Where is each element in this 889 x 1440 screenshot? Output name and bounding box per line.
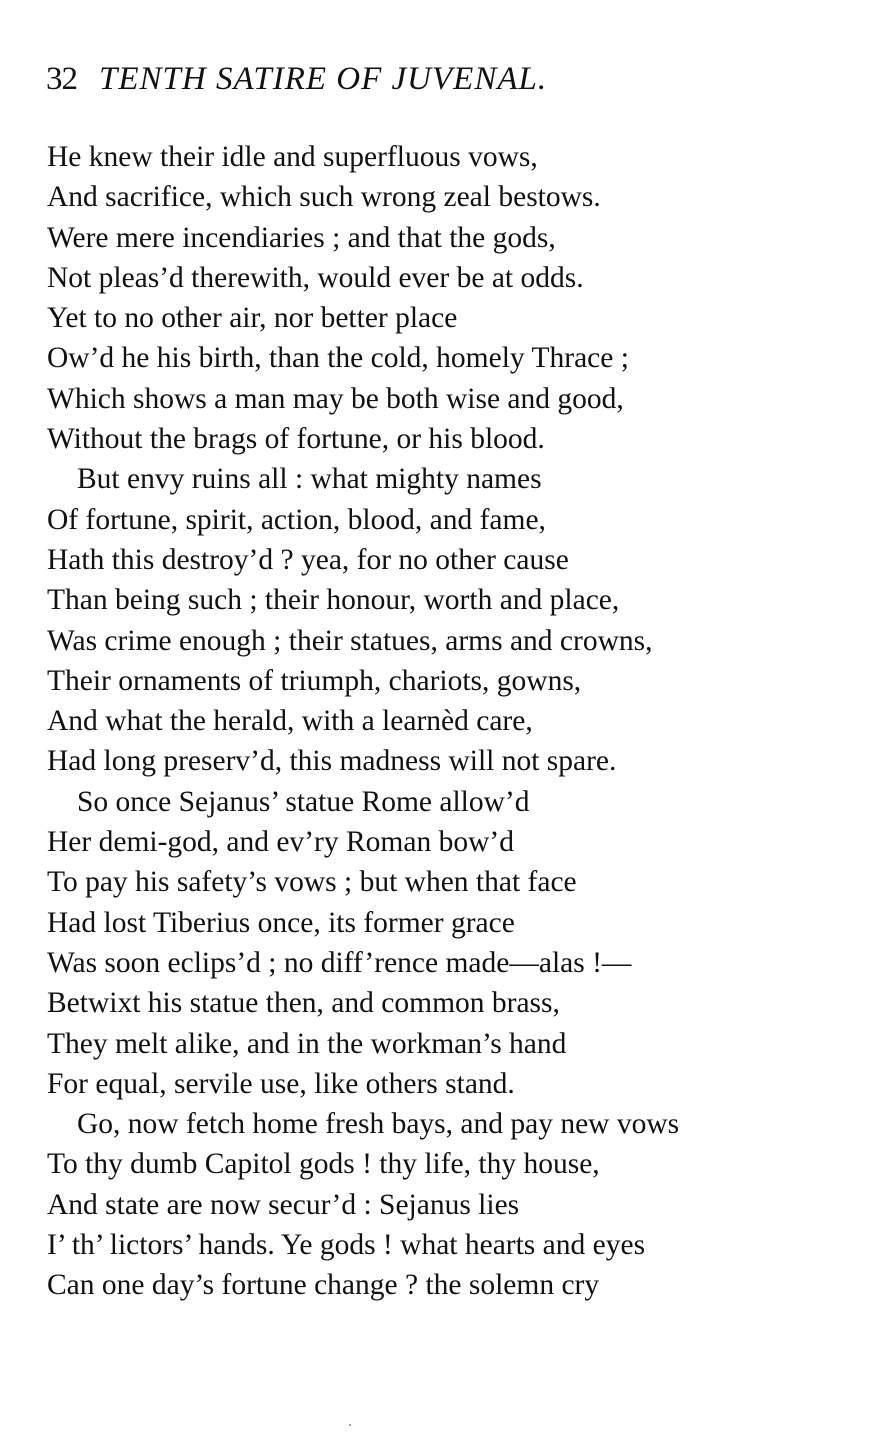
running-title: TENTH SATIRE OF JUVENAL. <box>99 61 548 97</box>
verse-line: Their ornaments of triumph, chariots, gowns, <box>47 664 582 697</box>
running-head <box>46 58 547 100</box>
verse-text <box>47 137 877 1306</box>
verse-line: Was crime enough ; their statues, arms and crowns, <box>47 624 653 657</box>
verse-line: Than being such ; their honour, worth and place, <box>47 584 620 617</box>
verse-line: And sacrifice, which such wrong zeal bestows. <box>47 181 601 214</box>
verse-line: So once Sejanus’ statue Rome allow’d <box>77 785 530 818</box>
page-number: 32 <box>46 61 77 97</box>
verse-line: And what the herald, with a learnèd care, <box>47 705 533 738</box>
verse-line: Of fortune, spirit, action, blood, and fame, <box>47 503 546 536</box>
verse-line: Hath this destroy’d ? yea, for no other cause <box>47 543 569 576</box>
verse-line: Her demi-god, and ev’ry Roman bow’d <box>47 826 514 859</box>
verse-line: Not pleas’d therewith, would ever be at odds. <box>47 261 584 294</box>
print-speck <box>349 1424 351 1426</box>
verse-line: I’ th’ lictors’ hands. Ye gods ! what hearts and eyes <box>47 1229 646 1262</box>
verse-line: Which shows a man may be both wise and good, <box>47 382 624 415</box>
verse-line: Were mere incendiaries ; and that the gods, <box>47 221 556 254</box>
verse-line: Ow’d he his birth, than the cold, homely Thrace ; <box>47 342 629 375</box>
verse-line: Had long preserv’d, this madness will not spare. <box>47 745 617 778</box>
verse-line: Yet to no other air, nor better place <box>47 302 458 335</box>
verse-line: Without the brags of fortune, or his blood. <box>47 423 545 456</box>
verse-line: For equal, servile use, like others stand. <box>47 1067 515 1100</box>
verse-line: But envy ruins all : what mighty names <box>77 463 542 496</box>
verse-line: He knew their idle and superfluous vows, <box>47 141 538 173</box>
verse-line: Had lost Tiberius once, its former grace <box>47 906 515 939</box>
verse-line: To pay his safety’s vows ; but when that face <box>47 866 577 899</box>
verse-line: They melt alike, and in the workman’s hand <box>47 1027 567 1060</box>
verse-line: Go, now fetch home fresh bays, and pay new vows <box>77 1108 680 1141</box>
verse-line: Was soon eclips’d ; no diff’rence made—alas !— <box>47 946 632 979</box>
verse-line: Betwixt his statue then, and common brass, <box>47 987 560 1020</box>
verse-line: To thy dumb Capitol gods ! thy life, thy house, <box>47 1148 600 1181</box>
verse-line: And state are now secur’d : Sejanus lies <box>47 1188 520 1221</box>
verse-line: Can one day’s fortune change ? the solemn cry <box>47 1269 600 1302</box>
